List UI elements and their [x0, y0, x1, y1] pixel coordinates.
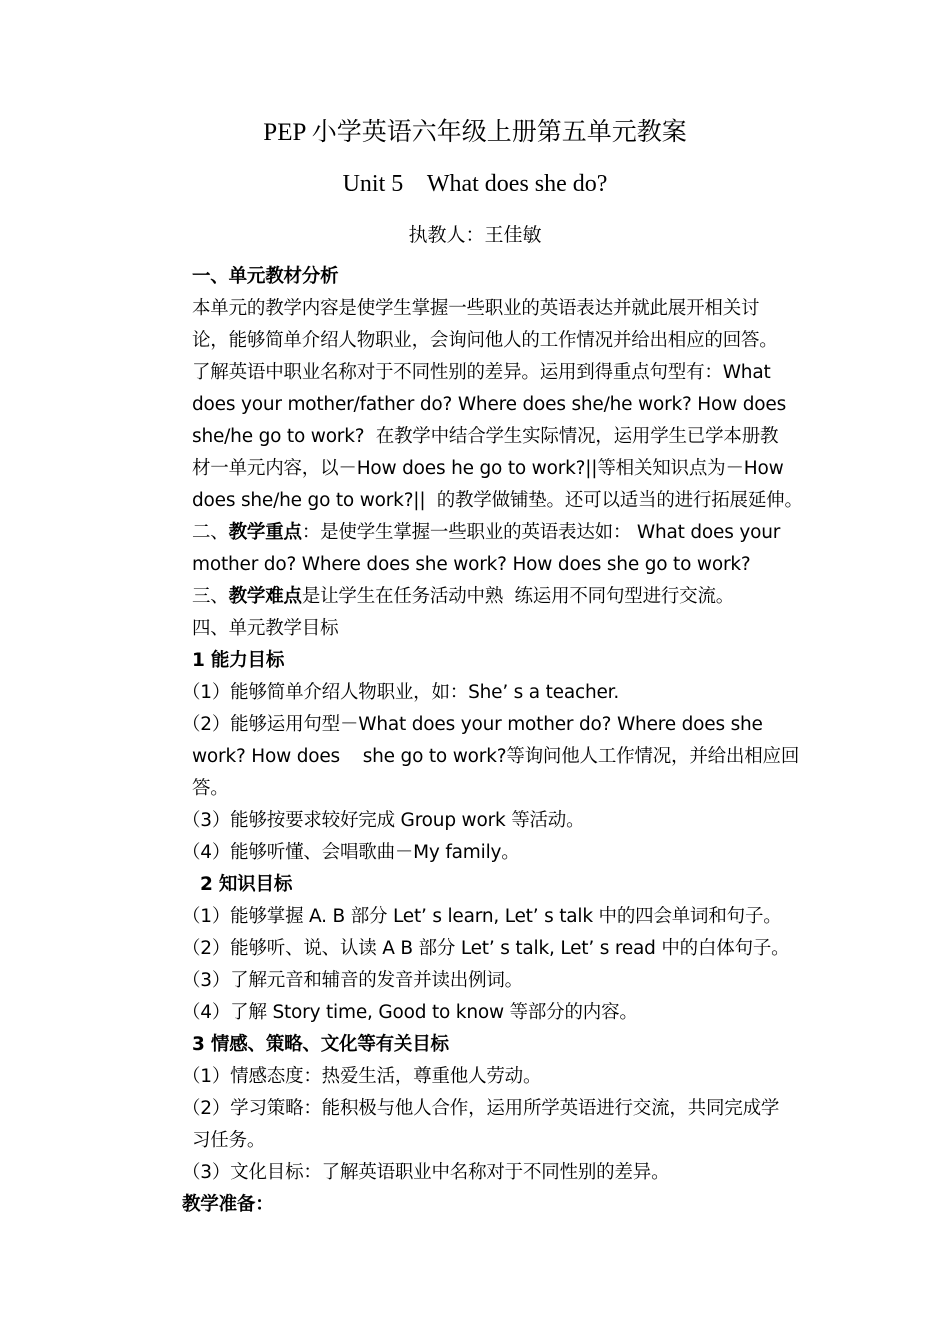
section4-heading: 四、单元教学目标 [192, 618, 339, 639]
document-title: PEP 小学英语六年级上册第五单元教案 [263, 119, 687, 146]
ability-line: （1）能够简单介绍人物职业，如：She’ s a teacher. [182, 682, 620, 703]
section3-text: 是让学生在任务活动中熟 练运用不同句型进行交流。 [301, 586, 735, 607]
author-line: 执教人：王佳敏 [408, 224, 542, 246]
section1-line: does your mother/father do? Where does she/he work? How does [192, 394, 787, 415]
knowledge-line: （4）了解 Story time, Good to know 等部分的内容。 [182, 1002, 638, 1023]
section1-line: 材一单元内容，以－How does he go to work?||等相关知识点为－How [192, 458, 784, 479]
section3-line [192, 584, 734, 610]
section3-label: 教学难点 [228, 586, 302, 607]
section2-prefix: 二、 [192, 522, 229, 543]
ability-line: work? How does she go to work?等询问他人工作情况，并给出相应回 [192, 746, 800, 767]
knowledge-heading: 2 知识目标 [200, 874, 293, 895]
knowledge-line: （3）了解元音和辅音的发音并读出例词。 [182, 970, 523, 991]
prep-heading: 教学准备： [182, 1194, 274, 1215]
affect-line: （3）文化目标：了解英语职业中名称对于不同性别的差异。 [182, 1162, 670, 1183]
affect-heading: 3 情感、策略、文化等有关目标 [192, 1034, 449, 1055]
section1-line: 论，能够简单介绍人物职业，会询问他人的工作情况并给出相应的回答。 [192, 330, 778, 351]
section3-prefix: 三、 [192, 586, 229, 607]
ability-line: （4）能够听懂、会唱歌曲－My family。 [182, 842, 520, 863]
knowledge-line: （1）能够掌握 A. B 部分 Let’ s learn, Let’ s talk 中的四会单词和句子。 [182, 906, 782, 927]
section1-line: 本单元的教学内容是使学生掌握一些职业的英语表达并就此展开相关讨 [192, 298, 760, 319]
section2-label: 教学重点 [228, 522, 302, 543]
ability-heading: 1 能力目标 [192, 650, 285, 671]
ability-line: （2）能够运用句型－What does your mother do? Where does she [182, 714, 763, 735]
document-subtitle: Unit 5 What does she do? [342, 171, 608, 197]
section2-text: ：是使学生掌握一些职业的英语表达如： What does your [301, 522, 781, 543]
section1-line: she/he go to work? 在教学中结合学生实际情况，运用学生已学本册教 [192, 426, 779, 447]
section2-line [192, 520, 780, 546]
section1-heading: 一、单元教材分析 [192, 266, 339, 287]
knowledge-line: （2）能够听、说、认读 A B 部分 Let’ s talk, Let’ s read 中的白体句子。 [182, 938, 790, 959]
section2-line2: mother do? Where does she work? How does she go to work? [192, 554, 751, 575]
ability-line: （3）能够按要求较好完成 Group work 等活动。 [182, 810, 585, 831]
ability-line: 答。 [192, 778, 229, 799]
affect-line: （2）学习策略：能积极与他人合作，运用所学英语进行交流，共同完成学 [182, 1098, 780, 1119]
section1-line: does she/he go to work?|| 的教学做铺垫。还可以适当的进行拓展延伸。 [192, 490, 803, 511]
section1-line: 了解英语中职业名称对于不同性别的差异。运用到得重点句型有：What [192, 362, 771, 383]
affect-line: （1）情感态度：热爱生活，尊重他人劳动。 [182, 1066, 542, 1087]
affect-line: 习任务。 [192, 1130, 266, 1151]
